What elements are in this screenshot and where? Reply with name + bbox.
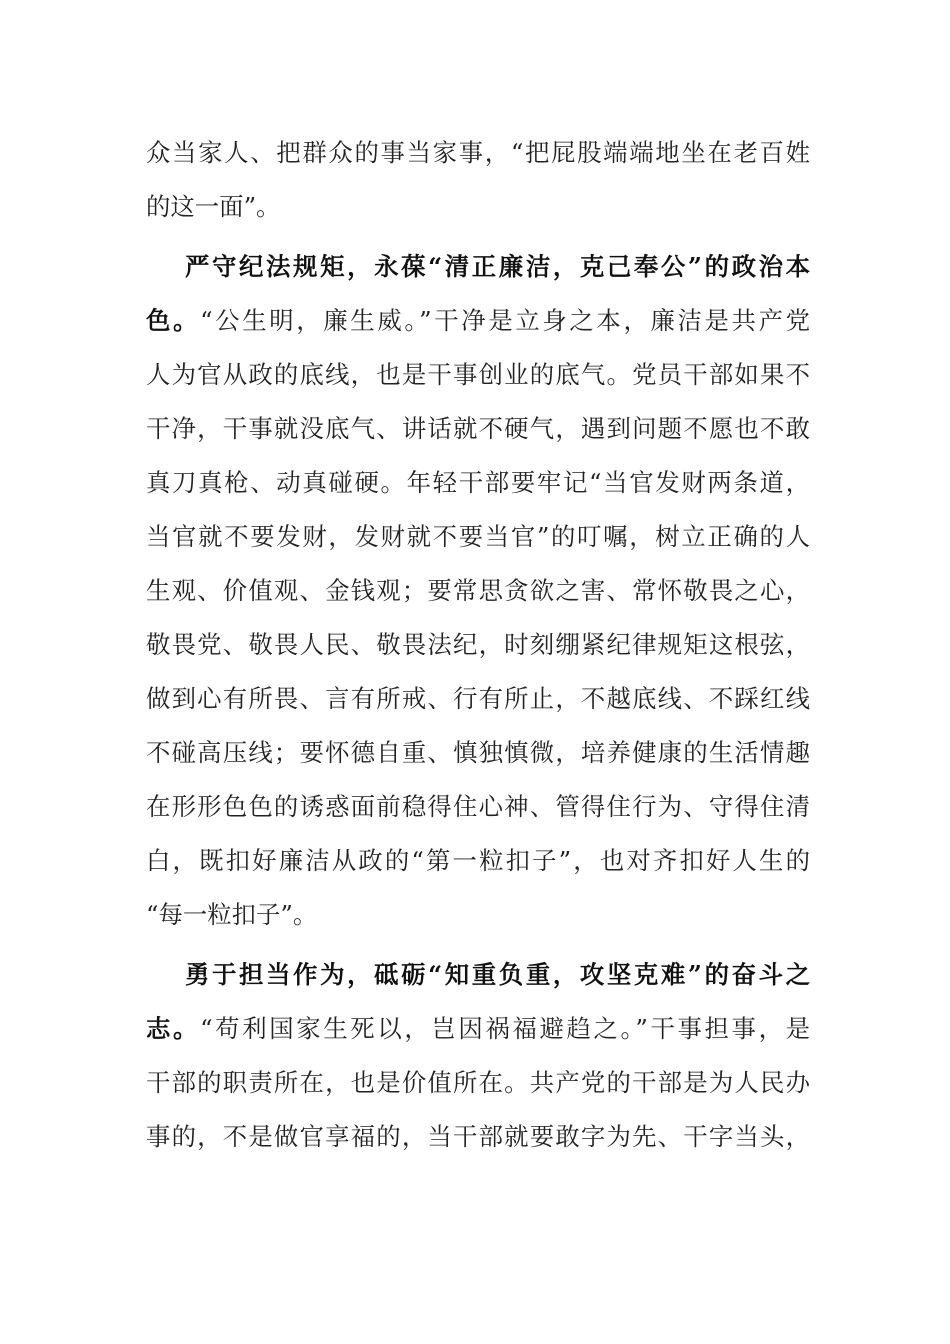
- paragraph-heading: 严守纪法规矩，永葆“清正廉洁，克己奉公”的政治本: [185, 252, 810, 281]
- line-text: 做到心有所畏、言有所戒、行有所止，不越底线、不踩红线: [146, 684, 810, 713]
- text-line: [146, 456, 810, 510]
- text-line: [146, 1056, 810, 1110]
- line-text: 干净，干事就没底气、讲话就不硬气，遇到问题不愿也不敢: [146, 414, 810, 443]
- text-line: [146, 948, 810, 1002]
- text-line: [146, 780, 810, 834]
- text-line: [146, 672, 810, 726]
- text-line: [146, 348, 810, 402]
- text-line: [146, 510, 810, 564]
- line-text: 当官就不要发财，发财就不要当官”的叮嘱，树立正确的人: [146, 522, 810, 551]
- text-line: [146, 834, 810, 888]
- text-line: [146, 180, 810, 234]
- text-line: [146, 726, 810, 780]
- line-text: 事的，不是做官享福的，当干部就要敢字为先、干字当头，: [146, 1122, 810, 1151]
- line-text: 众当家人、把群众的事当家事，“把屁股端端地坐在老百姓: [146, 138, 810, 167]
- paragraph-heading-end: 志。: [146, 1014, 201, 1043]
- document-body: [146, 126, 810, 1164]
- line-text: 不碰高压线；要怀德自重、慎独慎微，培养健康的生活情趣: [146, 738, 810, 767]
- line-text: 在形形色色的诱惑面前稳得住心神、管得住行为、守得住清: [146, 792, 810, 821]
- line-text: 干部的职责所在，也是价值所在。共产党的干部是为人民办: [146, 1068, 810, 1097]
- line-text: 生观、价值观、金钱观；要常思贪欲之害、常怀敬畏之心，: [146, 576, 810, 605]
- text-line: [146, 402, 810, 456]
- line-text: “公生明，廉生威。”干净是立身之本，廉洁是共产党: [200, 306, 810, 335]
- line-text: 敬畏党、敬畏人民、敬畏法纪，时刻绷紧纪律规矩这根弦，: [146, 630, 810, 659]
- line-text: “每一粒扣子”。: [146, 900, 318, 929]
- line-text: 的这一面”。: [146, 192, 281, 221]
- text-line: [146, 1110, 810, 1164]
- text-line: [146, 126, 810, 180]
- line-text: 真刀真枪、动真碰硬。年轻干部要牢记“当官发财两条道，: [146, 468, 810, 497]
- paragraph-heading-end: 色。: [146, 306, 201, 335]
- text-line: [146, 888, 810, 942]
- text-line: [146, 294, 810, 348]
- text-line: [146, 564, 810, 618]
- line-text: 白，既扣好廉洁从政的“第一粒扣子”，也对齐扣好人生的: [146, 846, 810, 875]
- text-line: [146, 618, 810, 672]
- line-text: “苟利国家生死以，岂因祸福避趋之。”干事担事，是: [200, 1014, 810, 1043]
- line-text: 人为官从政的底线，也是干事创业的底气。党员干部如果不: [146, 360, 810, 389]
- paragraph-heading: 勇于担当作为，砥砺“知重负重，攻坚克难”的奋斗之: [185, 960, 810, 989]
- text-line: [146, 1002, 810, 1056]
- text-line: [146, 240, 810, 294]
